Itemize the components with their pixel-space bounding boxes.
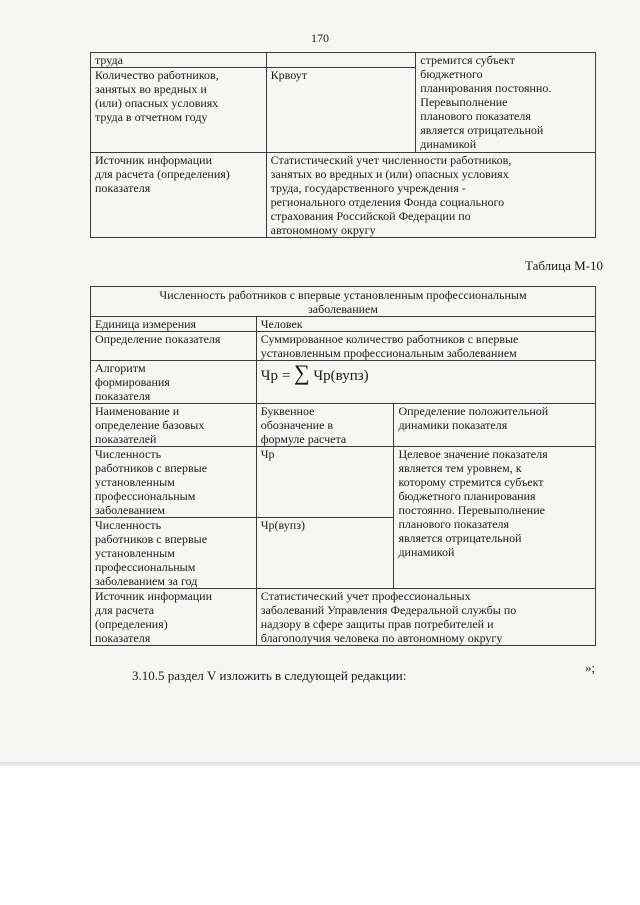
table-row xyxy=(91,361,596,404)
text-line: автономному округу xyxy=(270,223,376,237)
formula-equals: = xyxy=(281,368,291,384)
text-line: стремится субъект xyxy=(420,53,515,67)
text-line: динамики показателя xyxy=(398,418,508,432)
definition-value xyxy=(256,332,595,361)
definition-label: Определение показателя xyxy=(91,332,257,361)
text-line: занятых во вредных и (или) опасных условиях xyxy=(270,167,509,181)
sum-symbol: ∑ xyxy=(293,360,310,385)
text-line: показателя xyxy=(95,631,151,645)
text-line: заболеваний Управления Федеральной службы по xyxy=(260,603,517,617)
text-line: заболеванием за год xyxy=(95,574,198,588)
text-line: которому стремится субъект xyxy=(398,475,544,489)
base-indicator-name xyxy=(91,447,257,518)
text-line: профессиональным xyxy=(95,489,196,503)
dynamics-cell xyxy=(416,53,596,153)
formula xyxy=(261,361,591,386)
source-label-cell xyxy=(91,153,267,238)
text-line: установленным xyxy=(95,546,175,560)
text-line: Источник информации xyxy=(95,153,213,167)
table-title xyxy=(91,287,596,317)
text-line: Наименование и xyxy=(95,404,180,418)
text-line: определение базовых xyxy=(95,418,205,432)
text-line: Статистический учет численности работников, xyxy=(270,153,512,167)
base-indicator-symbol: Чр(вупз) xyxy=(256,518,394,589)
closing-quote: »; xyxy=(585,660,596,675)
table-row xyxy=(91,153,596,238)
text-line: Целевое значение показателя xyxy=(398,447,548,461)
source-label-cell xyxy=(91,589,257,646)
text-line: работников с впервые xyxy=(95,461,208,475)
text-line: является отрицательной xyxy=(398,531,522,545)
text-line: показателя xyxy=(95,181,151,195)
text-line: динамикой xyxy=(398,545,455,559)
amendment-paragraph: 3.10.5 раздел V изложить в следующей редакции: xyxy=(132,668,407,683)
table-row xyxy=(91,332,596,361)
text-line: формирования xyxy=(95,375,170,389)
text-line: установленным xyxy=(95,475,175,489)
indicator-name-cell xyxy=(91,53,267,153)
text-line: труда xyxy=(95,53,123,67)
text-line: формуле расчета xyxy=(260,432,347,446)
text-line: является отрицательной xyxy=(420,123,544,137)
table-title-row xyxy=(91,287,596,317)
text-line: регионального отделения Фонда социального xyxy=(270,195,505,209)
indicator-table-m10 xyxy=(90,286,596,646)
text-line: Статистический учет профессиональных xyxy=(260,589,471,603)
page-number: 170 xyxy=(311,31,329,45)
text-line: труда, государственного учреждения - xyxy=(270,181,466,195)
unit-value: Человек xyxy=(256,317,595,332)
table-row xyxy=(91,589,596,646)
text-line: труда в отчетном году xyxy=(95,110,208,124)
table-caption: Таблица М-10 xyxy=(525,258,603,273)
table-row xyxy=(91,53,596,153)
formula-lhs: Чр xyxy=(260,368,278,384)
text-line: (или) опасных условиях xyxy=(95,96,219,110)
text-line: обозначение в xyxy=(260,418,334,432)
source-value-cell xyxy=(266,153,595,238)
text-line: бюджетного xyxy=(420,67,483,81)
text-line: надзору в сфере защиты прав потребителей и xyxy=(260,617,494,631)
header-dynamics xyxy=(394,404,596,447)
text-line: Численность работников с впервые установленным профессиональным xyxy=(159,288,527,302)
table-row xyxy=(91,447,596,518)
text-line: Источник информации xyxy=(95,589,213,603)
text-line: Численность xyxy=(95,447,162,461)
base-indicator-symbol: Чр xyxy=(256,447,394,518)
scan-edge xyxy=(0,762,640,766)
indicator-table-continuation xyxy=(90,52,596,238)
text-line: страхования Российской Федерации по xyxy=(270,209,471,223)
text-line: для расчета xyxy=(95,603,155,617)
base-indicator-name xyxy=(91,518,257,589)
text-line: Суммированное количество работников с впервые xyxy=(260,332,519,346)
text-line: динамикой xyxy=(420,137,477,151)
text-line: благополучия человека по автономному округу xyxy=(260,631,503,645)
text-line: профессиональным xyxy=(95,560,196,574)
text-line: Буквенное xyxy=(260,404,315,418)
text-line: постоянно. Перевыполнение xyxy=(398,503,545,517)
header-base-indicator xyxy=(91,404,257,447)
text-line: показателей xyxy=(95,432,157,446)
text-line: является тем уровнем, к xyxy=(398,461,522,475)
text-line: заболеванием xyxy=(95,503,165,517)
text-line: Определение положительной xyxy=(398,404,549,418)
text-line: занятых во вредных и xyxy=(95,82,207,96)
text-line: (определения) xyxy=(95,617,168,631)
text-line: установленным профессиональным заболеванием xyxy=(260,346,517,360)
text-line: показателя xyxy=(95,389,151,403)
algorithm-label xyxy=(91,361,257,404)
text-line: заболеванием xyxy=(308,302,378,316)
text-line: Количество работников, xyxy=(91,67,266,82)
text-line: планирования постоянно. xyxy=(420,81,552,95)
indicator-symbol-cell xyxy=(266,53,416,153)
text-line: Крвоут xyxy=(267,67,416,82)
table-row xyxy=(91,317,596,332)
text-line: Численность xyxy=(95,518,162,532)
text-line: для расчета (определения) xyxy=(95,167,230,181)
source-value-cell xyxy=(256,589,595,646)
formula-rhs: Чр(вупз) xyxy=(313,368,369,384)
text-line: планового показателя xyxy=(420,109,531,123)
dynamics-definition xyxy=(394,447,596,589)
table-header-row xyxy=(91,404,596,447)
header-symbol xyxy=(256,404,394,447)
text-line: Алгоритм xyxy=(95,361,146,375)
text-line: бюджетного планирования xyxy=(398,489,536,503)
text-line: работников с впервые xyxy=(95,532,208,546)
unit-label: Единица измерения xyxy=(91,317,257,332)
formula-cell xyxy=(256,361,595,404)
text-line: планового показателя xyxy=(398,517,510,531)
text-line: Перевыполнение xyxy=(420,95,508,109)
